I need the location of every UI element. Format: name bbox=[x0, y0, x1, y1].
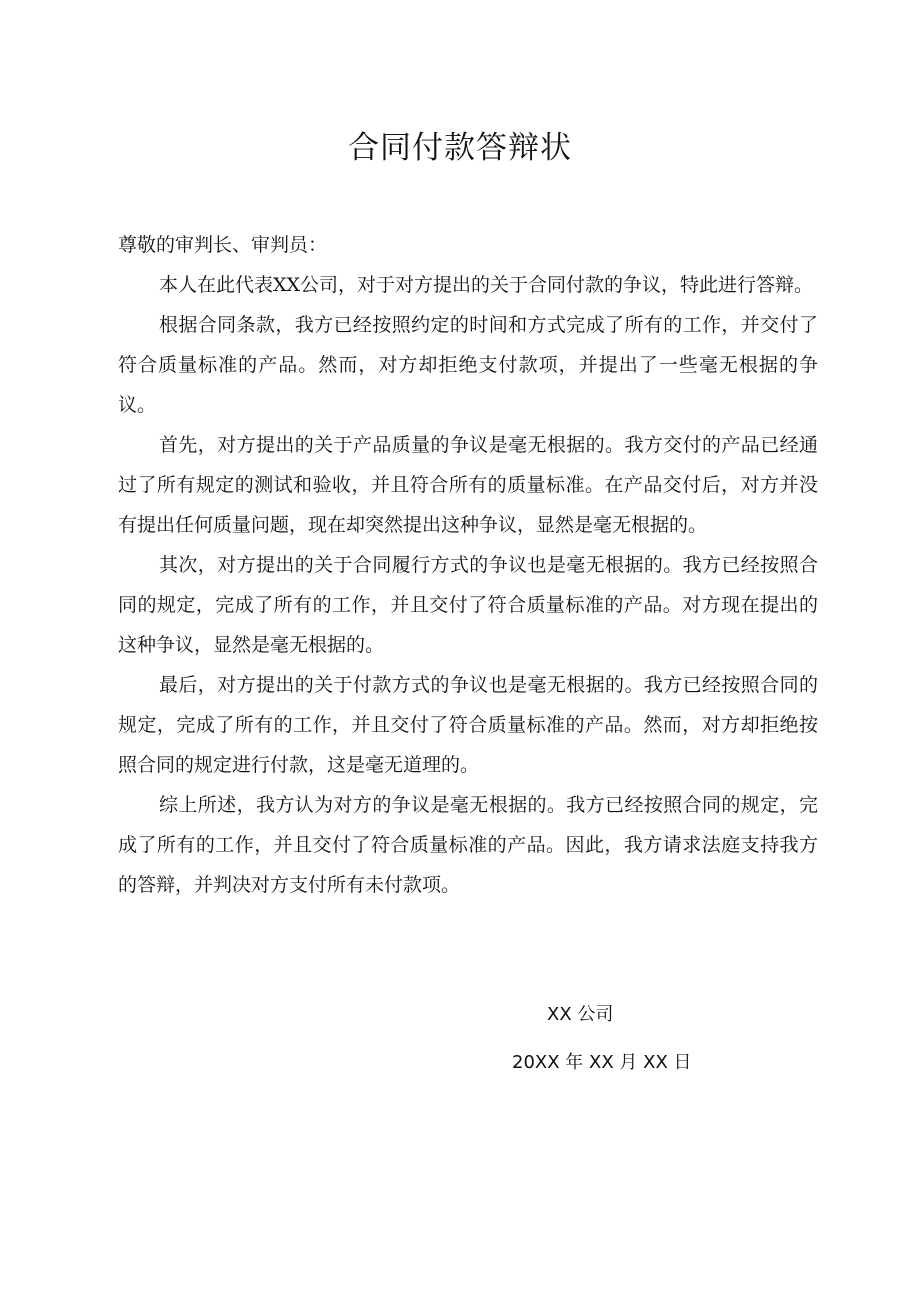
paragraph-second-argument: 其次，对方提出的关于合同履行方式的争议也是毫无根据的。我方已经按照合同的规定，完成了所有的工作，并且交付了符合质量标准的产品。对方现在提出的这种争议，显然是毫无根据的。 bbox=[118, 554, 818, 656]
salutation: 尊敬的审判长、审判员： bbox=[118, 234, 328, 256]
document-body bbox=[118, 225, 818, 905]
paragraph-first-argument: 首先，对方提出的关于产品质量的争议是毫无根据的。我方交付的产品已经通过了所有规定的测试和验收，并且符合所有的质量标准。在产品交付后，对方并没有提出任何质量问题，现在却突然提出这种争议，显然是毫无根据的。 bbox=[118, 434, 818, 536]
paragraph-background: 根据合同条款，我方已经按照约定的时间和方式完成了所有的工作，并交付了符合质量标准的产品。然而，对方却拒绝支付款项，并提出了一些毫无根据的争议。 bbox=[118, 314, 818, 416]
document-title: 合同付款答辩状 bbox=[348, 130, 572, 166]
signature-company: XX 公司 bbox=[547, 1004, 614, 1025]
paragraph-third-argument: 最后，对方提出的关于付款方式的争议也是毫无根据的。我方已经按照合同的规定，完成了所有的工作，并且交付了符合质量标准的产品。然而，对方却拒绝按照合同的规定进行付款，这是毫无道理的。 bbox=[118, 674, 818, 776]
paragraph-introduction: 本人在此代表XX公司，对于对方提出的关于合同付款的争议，特此进行答辩。 bbox=[159, 274, 814, 296]
paragraph-conclusion: 综上所述，我方认为对方的争议是毫无根据的。我方已经按照合同的规定，完成了所有的工作，并且交付了符合质量标准的产品。因此，我方请求法庭支持我方的答辩，并判决对方支付所有未付款项。 bbox=[118, 794, 818, 896]
signature-date: 20XX 年 XX 月 XX 日 bbox=[512, 1052, 692, 1073]
